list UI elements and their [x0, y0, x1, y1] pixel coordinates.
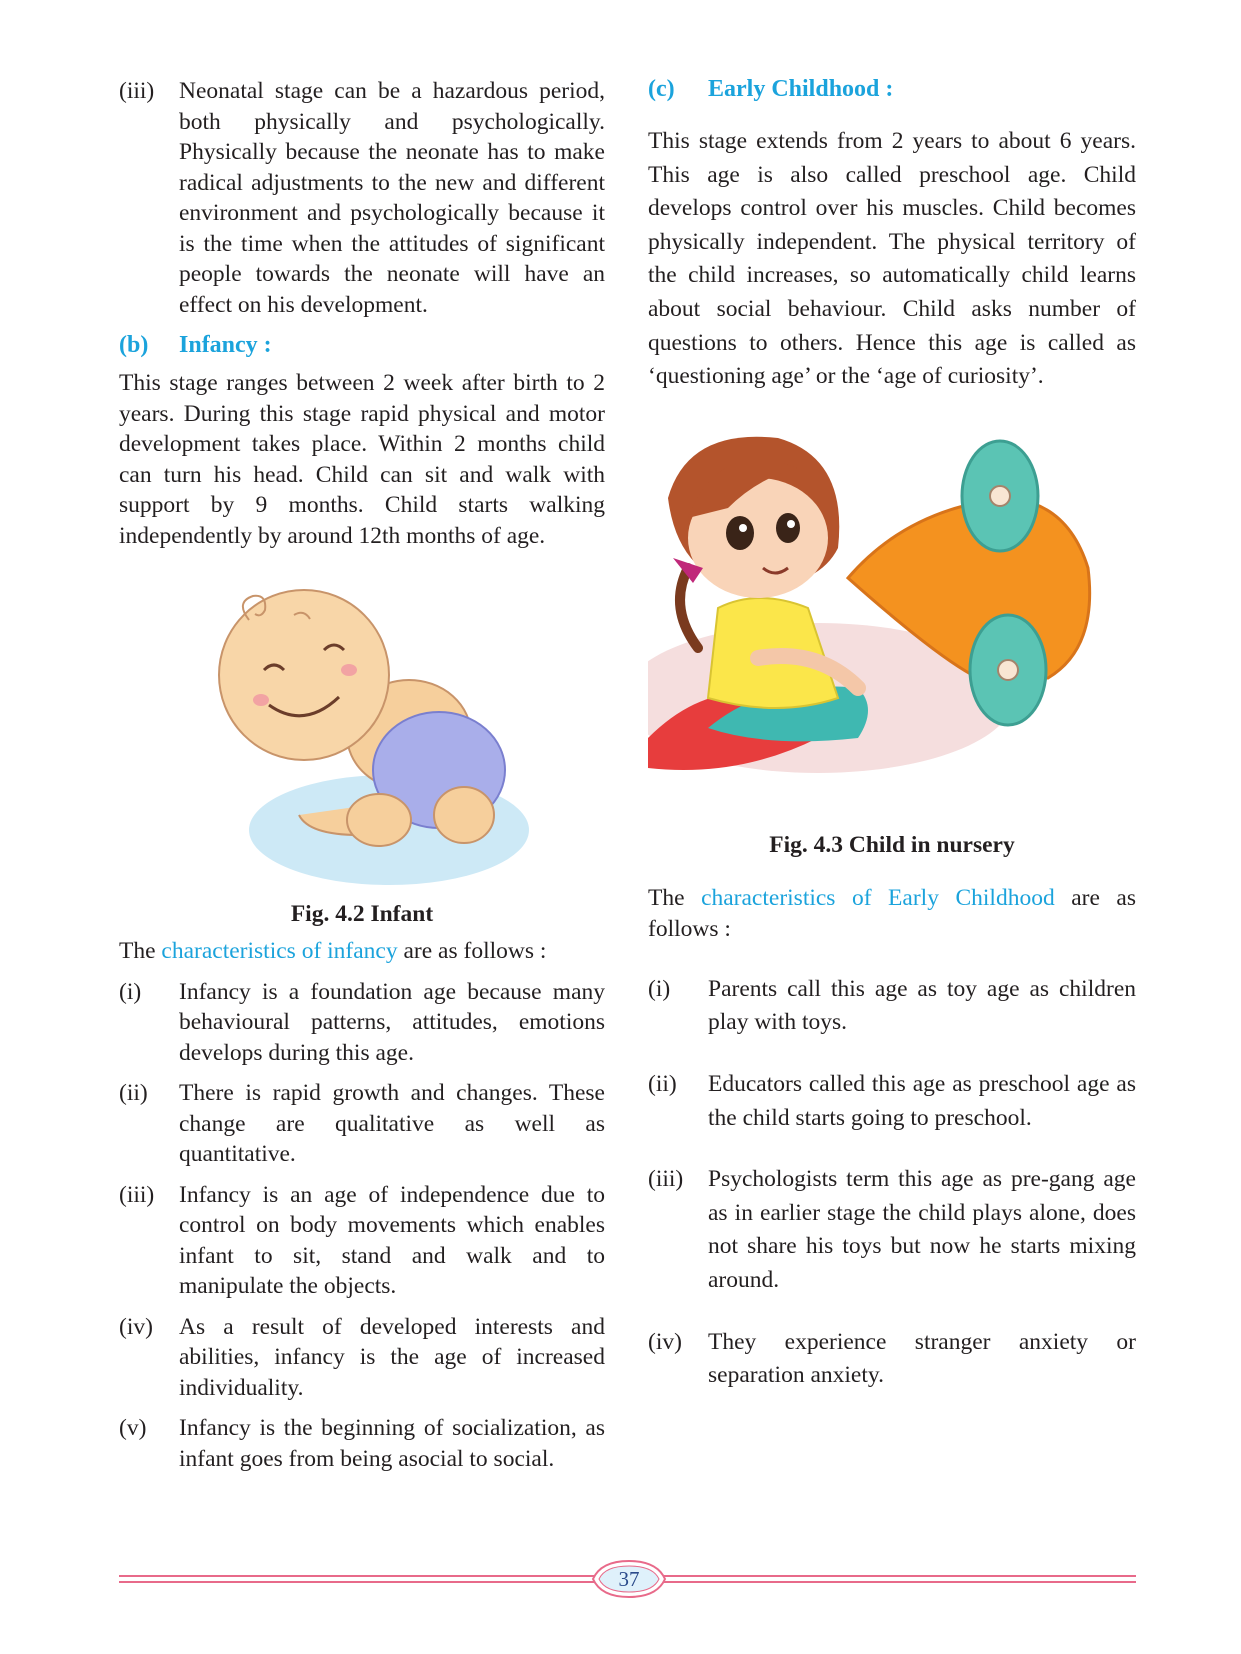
item-number: (ii) — [119, 1080, 148, 1106]
list-item — [648, 1326, 1136, 1393]
item-text: Educators called this age as preschool age as the child starts going to preschool. — [708, 1070, 1136, 1131]
item-number: (ii) — [648, 1070, 677, 1097]
list-item — [119, 977, 605, 1069]
child-figure — [648, 428, 1136, 788]
left-column — [119, 76, 605, 1474]
item-number: (iii) — [119, 78, 155, 104]
list-item — [119, 1180, 605, 1302]
page-number: 37 — [618, 1566, 640, 1591]
list-item — [119, 1312, 605, 1404]
heading-title: Early Childhood : — [708, 76, 894, 102]
item-text: Infancy is an age of independence due to control on body movements which enables infant to sit, stand and walk and to manipulate the objects. — [179, 1181, 605, 1299]
infancy-characteristics-list — [119, 977, 605, 1475]
item-text: As a result of developed interests and abilities, infancy is the age of increased individuality. — [179, 1313, 605, 1401]
item-text: Neonatal stage can be a hazardous period, both physically and psychologically. Physically because the neonate has to make radical adjustments to the new and different environment and psychologically because it is the time when the attitudes of significant people towards the neonate will have an effect on his development. — [179, 78, 605, 318]
infancy-characteristics-intro — [119, 936, 605, 967]
item-number: (iii) — [648, 1166, 684, 1193]
intro-prefix: The — [119, 938, 162, 964]
list-item — [119, 1078, 605, 1170]
list-item — [648, 1163, 1136, 1297]
neonatal-item-iii — [119, 76, 605, 320]
item-number: (iv) — [119, 1313, 153, 1340]
heading-number: (b) — [119, 332, 149, 358]
infant-figure — [209, 565, 529, 885]
list-item — [648, 1068, 1136, 1135]
item-text: Psychologists term this age as pre-gang age as in earlier stage the child plays alone, does not share his toys but now he starts mixing around. — [708, 1166, 1136, 1293]
heading-title: Infancy : — [179, 332, 272, 358]
item-text: Infancy is a foundation age because many behavioural patterns, attitudes, emotions develops during this age. — [179, 978, 605, 1066]
item-number: (iii) — [119, 1181, 155, 1208]
early-childhood-characteristics-list — [648, 973, 1136, 1393]
intro-suffix: are as follows : — [648, 884, 1136, 942]
item-number: (i) — [119, 978, 142, 1005]
intro-suffix: are as follows : — [397, 938, 547, 964]
infancy-paragraph: This stage ranges between 2 week after birth to 2 years. During this stage rapid physical and motor development takes place. Within 2 months child can turn his head. Child can sit and walk with support by 9 months. Child starts walking independently by around 12th months of age. — [119, 370, 605, 549]
item-text: Parents call this age as toy age as children play with toys. — [708, 975, 1136, 1036]
item-number: (i) — [648, 975, 671, 1002]
intro-highlight: characteristics of infancy — [161, 938, 398, 964]
early-childhood-heading — [648, 76, 1136, 103]
early-childhood-paragraph: This stage extends from 2 years to about 6 years. This age is also called preschool age. Child develops control over his muscles. Child becomes physically independent. The physical territory of the child increases, so automatically child learns about social behaviour. Child asks number of questions to others. Hence this age is called as ‘questioning age’ or the ‘age of curiosity’. — [648, 128, 1136, 390]
right-column — [648, 76, 1136, 1393]
item-text: There is rapid growth and changes. These change are qualitative as well as quantitative. — [179, 1080, 605, 1167]
list-item — [648, 973, 1136, 1040]
item-text: Infancy is the beginning of socialization, as infant goes from being asocial to social. — [179, 1415, 605, 1472]
early-childhood-characteristics-intro — [648, 883, 1136, 945]
child-illustration — [648, 428, 1136, 788]
item-text: They experience stranger anxiety or separation anxiety. — [708, 1328, 1136, 1389]
heading-number: (c) — [648, 76, 675, 102]
infant-figure-caption: Fig. 4.2 Infant — [290, 901, 434, 927]
list-item — [119, 1413, 605, 1474]
item-number: (v) — [119, 1415, 147, 1441]
infancy-heading — [119, 332, 605, 359]
item-number: (iv) — [648, 1328, 682, 1355]
intro-prefix: The — [648, 884, 702, 911]
child-figure-caption: Fig. 4.3 Child in nursery — [769, 831, 1015, 858]
page-number-badge — [589, 1558, 669, 1600]
intro-highlight: characteristics of Early Childhood — [701, 884, 1055, 911]
baby-illustration — [209, 565, 529, 885]
